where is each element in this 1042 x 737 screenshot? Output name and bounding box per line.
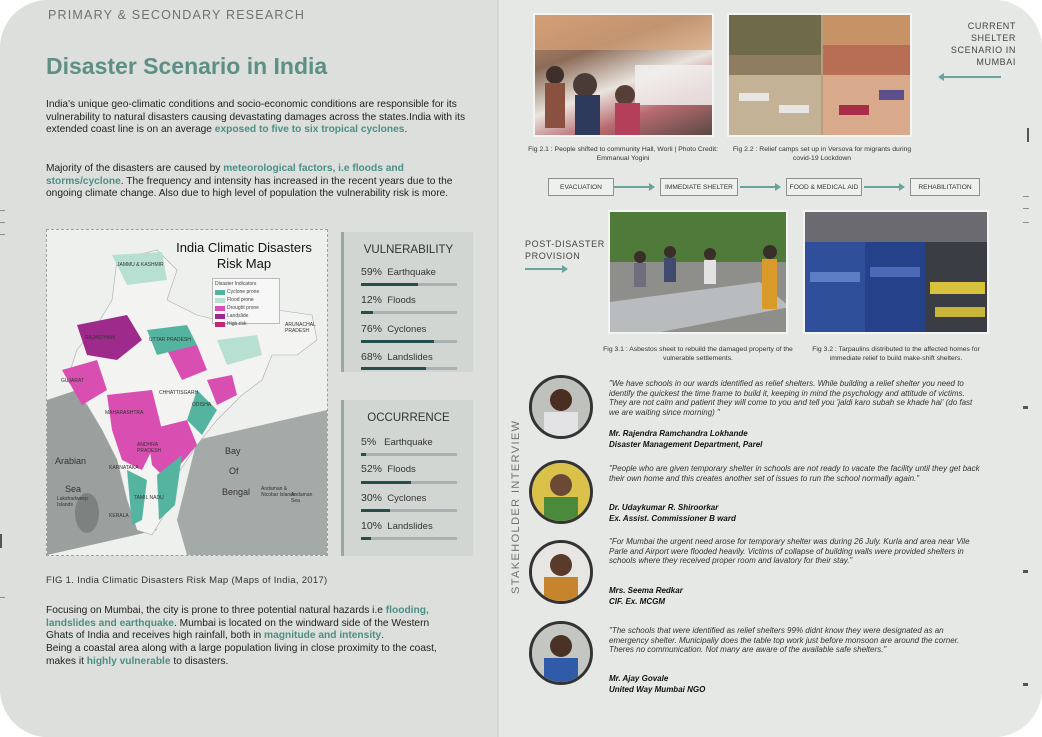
margin-tick [1023, 683, 1028, 686]
speaker-name: Dr. Udaykumar R. Shiroorkar [609, 503, 719, 512]
stat-bar [361, 453, 457, 456]
legend-swatch [215, 298, 225, 303]
flow-arrow [740, 186, 778, 188]
map-label-lakshadweep: Lakshadweep Islands [57, 496, 88, 508]
stat-row: 30% Cyclones [361, 492, 427, 504]
map-title: India Climatic Disasters Risk Map [176, 240, 312, 271]
map-label-jammu: JAMMU & KASHMIR [117, 262, 164, 268]
interview-quote: "The schools that were identified as relief shelters 99% didnt know they were designated as an emergency shelter. Municipaliy does the table top work just before monsoon are around the corner. Theres no communication. Not many are aware of the available safe shelters." [609, 626, 960, 655]
page-title: Disaster Scenario in India [46, 53, 328, 79]
stat-row: 76% Cyclones [361, 323, 427, 335]
occurrence-panel [344, 400, 473, 556]
map-label-bay: Bay [225, 446, 241, 456]
stat-bar [361, 509, 457, 512]
photo-tarpaulins [803, 210, 989, 334]
legend-item: Drought prone [215, 305, 277, 311]
map-label-of: Of [229, 466, 239, 476]
vulnerability-heading: VULNERABILITY [363, 244, 454, 256]
legend-item: High risk [215, 321, 277, 327]
stakeholder-interview-label: STAKEHOLDER INTERVIEW [510, 419, 522, 594]
portrait-graphic [532, 463, 590, 521]
interview-quote: "For Mumbai the urgent need arose for temporary shelter was during 26 July. Kurla and area near Vile Parle and Airport were flooded heavily. Victims of collapse of building walls were provided shelters in schools where they received proper room and lavatory for their stay." [609, 537, 970, 566]
map-label-arunachal: ARUNACHAL PRADESH [285, 322, 316, 334]
photo-graphic [610, 212, 788, 334]
legend-heading: Disaster Indicators [215, 281, 257, 287]
flow-step-shelter: IMMEDIATE SHELTER [660, 178, 738, 196]
avatar-lokhande [529, 375, 593, 439]
portrait-graphic [532, 624, 590, 682]
speaker-name: Mr. Ajay Govale [609, 674, 669, 683]
margin-tick [1023, 222, 1029, 223]
left-arrow [941, 76, 1001, 78]
legend-item: Landslide [215, 313, 277, 319]
map-label-odisha: ODISHA [192, 402, 212, 408]
portrait-graphic [532, 543, 590, 601]
stat-bar [361, 481, 457, 484]
margin-tick [0, 597, 5, 598]
legend-item: Cyclone prone [215, 289, 277, 295]
current-shelter-label: CURRENT SHELTER SCENARIO IN MUMBAI [950, 21, 1016, 67]
legend-item: Flood prone [215, 297, 277, 303]
map-label-chhattisgarh: CHHATTISGARH [159, 390, 199, 396]
photo-graphic [805, 212, 989, 334]
margin-tick [1023, 208, 1029, 209]
map-label-andhra: ANDHRA PRADESH [137, 442, 162, 454]
flow-step-food: FOOD & MEDICAL AID [786, 178, 862, 196]
stat-bar-fill [361, 481, 411, 484]
portrait-graphic [532, 378, 590, 436]
causes-paragraph: Majority of the disasters are caused by meteorological factors, i.e floods and storms/cyclone. The frequency and intensity has increased in the recent years due to the ongoing climate change. Also due to high level of population the vulnerability risk is more. [46, 163, 453, 200]
stat-bar-fill [361, 311, 373, 314]
coastal-paragraph: Being a coastal area along with a large population living in close proximity to the coast, makes it highly vulnerable to disasters. [46, 643, 437, 667]
mumbai-paragraph: Focusing on Mumbai, the city is prone to three potential natural hazards i.e flooding, landslides and earthquake. Mumbai is located on the windward side of the Western Ghats of India and receives high rainfall, both in magnitude and intensity. [46, 605, 430, 642]
map-label-karnataka: KARNATAKA [109, 465, 139, 471]
section-header: PRIMARY & SECONDARY RESEARCH [48, 8, 306, 22]
caption-fig32: Fig 3.2 : Tarpaulins distributed to the affected homes for immediate relief to build make-shift shelters. [812, 346, 980, 362]
stat-bar-fill [361, 509, 390, 512]
interview-quote: "We have schools in our wards identified as relief shelters. While building a relief shelter you need to identify the quickest the time frame to build it, keeping in mind the psychology and attitude of victims. They are not calm and patient they will come to you and tell you 'jaldi karo subah se khade hai' (do fast we are waiting since morning) " [609, 379, 973, 418]
stat-bar [361, 283, 457, 286]
stat-row: 12% Floods [361, 294, 416, 306]
map-label-andaman: Andaman & Nicobar Islands [261, 486, 296, 498]
margin-tick [0, 222, 5, 223]
legend-swatch [215, 322, 225, 327]
india-risk-map [46, 229, 328, 556]
stat-row: 59% Earthquake [361, 266, 436, 278]
map-label-arabian: Arabian [55, 456, 87, 466]
map-label-maharashtra: MAHARASHTRA [105, 410, 144, 416]
interview-quote: "People who are given temporary shelter in schools are not ready to vacate the facility until they get back their own home and this creates another set of issues to run the school normally again." [609, 464, 980, 483]
stat-bar [361, 311, 457, 314]
stat-row: 52% Floods [361, 463, 416, 475]
margin-tick [0, 210, 5, 211]
photo-relief-camps [727, 13, 912, 137]
flow-arrow [614, 186, 652, 188]
map-label-gujarat: GUJARAT [61, 378, 84, 384]
photo-graphic [535, 15, 714, 137]
margin-tick [1023, 196, 1029, 197]
legend-swatch [215, 314, 225, 319]
stat-row: 10% Landslides [361, 520, 433, 532]
stat-bar [361, 340, 457, 343]
map-label-sea: Sea [65, 484, 82, 494]
vulnerability-panel [344, 232, 473, 372]
right-arrow [525, 268, 565, 270]
stat-bar-fill [361, 283, 418, 286]
flow-step-rehab: REHABILITATION [910, 178, 980, 196]
stat-bar-fill [361, 340, 434, 343]
avatar-shiroorkar [529, 460, 593, 524]
map-label-kerala: KERALA [109, 513, 129, 519]
stat-bar [361, 537, 457, 540]
stat-bar-fill [361, 453, 366, 456]
avatar-redkar [529, 540, 593, 604]
speaker-name: Mrs. Seema Redkar [609, 586, 683, 595]
stat-row: 5% Earthquake [361, 436, 433, 448]
flow-step-evacuation: EVACUATION [548, 178, 614, 196]
legend-swatch [215, 290, 225, 295]
avatar-govale [529, 621, 593, 685]
margin-tick [0, 534, 2, 548]
margin-tick [0, 234, 5, 235]
figure-caption: FIG 1. India Climatic Disasters Risk Map (Maps of India, 2017) [46, 575, 328, 586]
margin-tick [1023, 570, 1028, 573]
legend-swatch [215, 306, 225, 311]
post-disaster-label: POST-DISASTER PROVISION [525, 239, 605, 261]
flow-arrow [864, 186, 902, 188]
map-label-rajasthan: RAJASTHAN [85, 335, 115, 341]
intro-paragraph: India's unique geo-climatic conditions and socio-economic conditions are responsible for its vulnerability to natural disasters causing devastating damages across the states.India with its extended coast line is on an average exposed to five to six tropical cyclones. [46, 99, 466, 136]
margin-tick [1027, 128, 1029, 142]
photo-asbestos-sheet [608, 210, 788, 334]
right-page [500, 0, 1042, 737]
speaker-role: Disaster Management Department, Parel [609, 440, 763, 449]
margin-tick [1023, 406, 1028, 409]
stat-row: 68% Landslides [361, 351, 433, 363]
speaker-name: Mr. Rajendra Ramchandra Lokhande [609, 429, 748, 438]
speaker-role: United Way Mumbai NGO [609, 685, 706, 694]
occurrence-heading: OCCURRENCE [367, 412, 450, 424]
caption-fig31: Fig 3.1 : Asbestos sheet to rebuild the damaged property of the vulnerable settlements. [603, 346, 793, 362]
photo-graphic [729, 15, 912, 137]
stat-bar [361, 367, 457, 370]
photo-community-hall [533, 13, 714, 137]
caption-fig22: Fig 2.2 : Relief camps set up in Versova for migrants during covid-19 Lockdown [732, 146, 912, 162]
map-label-uttar: UTTAR PRADESH [149, 337, 191, 343]
map-label-andaman-sea: Andaman Sea [291, 492, 313, 504]
caption-fig21: Fig 2.1 : People shifted to community Hall, Worli | Photo Credit: Emmanual Yogini [528, 146, 718, 162]
stat-bar-fill [361, 537, 371, 540]
map-label-bengal: Bengal [222, 487, 251, 497]
map-label-tamilnadu: TAMIL NADU [134, 495, 164, 501]
stat-bar-fill [361, 367, 426, 370]
speaker-role: CIF. Ex. MCGM [609, 597, 666, 606]
map-legend [212, 278, 280, 327]
speaker-role: Ex. Assist. Commissioner B ward [609, 514, 736, 523]
left-page [0, 0, 500, 737]
